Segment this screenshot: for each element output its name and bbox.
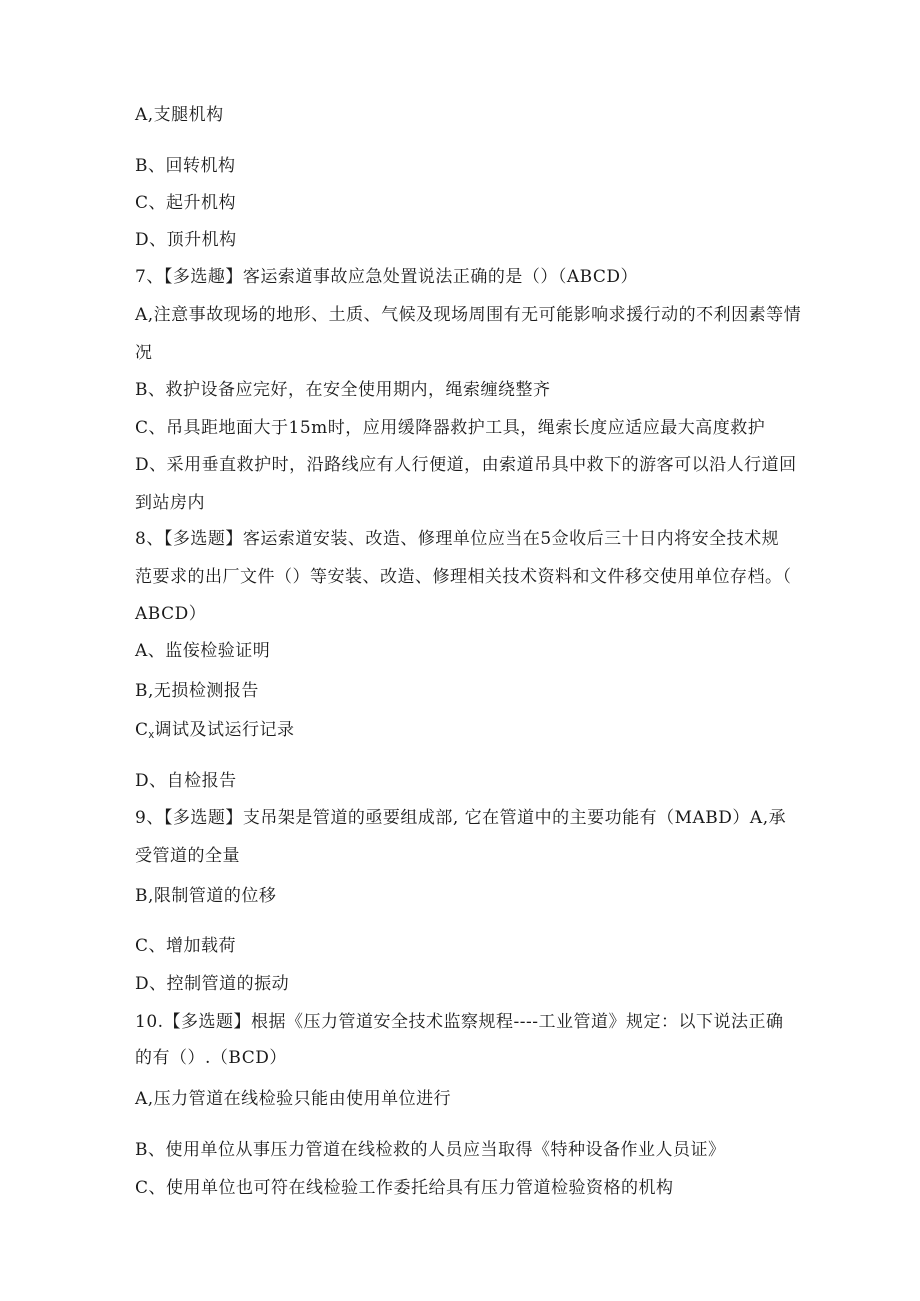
q8-option-c	[135, 719, 295, 746]
q10-question-line1: 10.【多选题】根据《压力管道安全技术监察规程----工业管道》规定：以下说法正确	[135, 1012, 784, 1032]
q9-question-line2: 受管道的全量	[135, 846, 240, 866]
q7-option-b: B、救护设备应完好，在安全使用期内，绳索缠绕整齐	[135, 380, 551, 400]
q8-question-line2: 范要求的出厂文件（）等安装、改造、修理相关技术资料和文件移交使用单位存档。（	[135, 567, 792, 587]
q10-option-c: C、使用单位也可符在线检验工作委托给具有压力管道检验资格的机构	[135, 1178, 674, 1198]
q10-question-line2: 的有（）.（BCD）	[135, 1048, 287, 1068]
q9-option-c: C、增加载荷	[135, 936, 237, 956]
q7-question: 7、【多选趣】客运索道事故应急处置说法正确的是（）（ABCD）	[135, 267, 639, 287]
q8-option-d: D、自检报告	[135, 771, 237, 791]
q9-option-d: D、控制管道的振动	[135, 974, 290, 994]
q10-option-b: B、使用单位从事压力管道在线检救的人员应当取得《特种设备作业人员证》	[135, 1140, 726, 1160]
q7-option-a-line1: A,注意事故现场的地形、土质、气候及现场周围有无可能影响求援行动的不利因素等情	[135, 305, 802, 325]
q9-question-line1: 9、【多选题】支吊架是管道的亟要组成部, 它在管道中的主要功能有（MABD）A,承	[135, 808, 787, 828]
option-prefix-subscript: x	[148, 729, 155, 741]
q7-option-d-line2: 到站房内	[135, 493, 205, 513]
q6-option-c: C、起升机构	[135, 193, 237, 213]
q6-option-d: D、顶升机构	[135, 230, 237, 250]
q8-question-line1: 8、【多选题】客运索道安装、改造、修理单位应当在5佥收后三十日内将安全技术规	[135, 529, 780, 549]
q8-option-a: A、监侫检验证明	[135, 641, 271, 661]
q6-option-b: B、回转机构	[135, 156, 236, 176]
option-c-text: 调试及试运行记录	[154, 720, 295, 740]
q8-question-line3: ABCD）	[135, 604, 207, 624]
q7-option-d-line1: D、采用垂直救护时，沿路线应有人行便道，由索道吊具中救下的游客可以沿人行道回	[135, 455, 797, 475]
q7-option-a-line2: 况	[135, 343, 153, 363]
option-prefix-c: C	[135, 720, 149, 740]
q8-option-b: B,无损检测报告	[135, 681, 259, 701]
q6-option-a: A,支腿机构	[135, 105, 224, 125]
q9-option-b: B,限制管道的位移	[135, 886, 277, 906]
q7-option-c: C、吊具距地面大于15m时，应用缓降器救护工具，绳索长度应适应最大高度救护	[135, 418, 766, 438]
q10-option-a: A,压力管道在线检验只能由使用单位进行	[135, 1089, 452, 1109]
